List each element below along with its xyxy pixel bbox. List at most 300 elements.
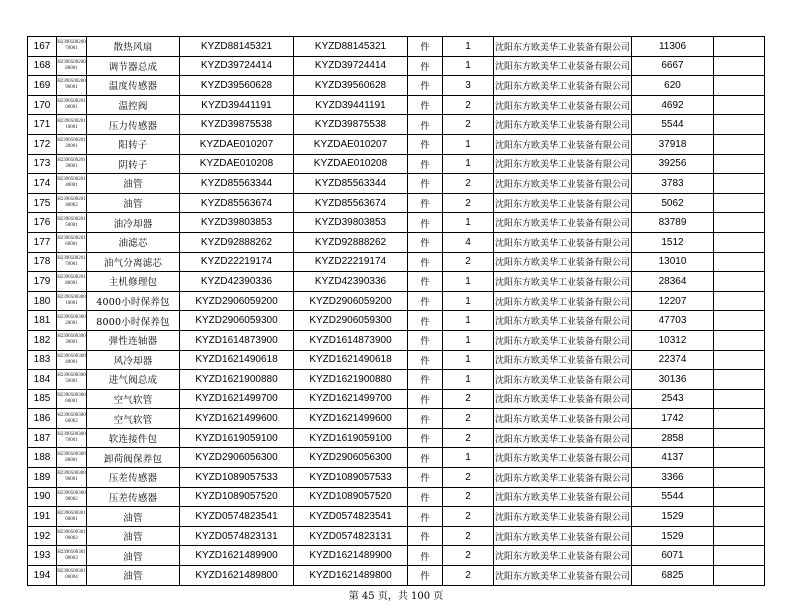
quantity-cell: 1 [443,37,494,57]
unit-cell: 件 [408,566,443,586]
specification-cell: KYZD39724414 [294,56,408,76]
row-number-cell: 188 [28,448,57,468]
part-name-cell: 风冷却器 [87,350,180,370]
unit-cell: 件 [408,252,443,272]
part-number-cell: KYZD39724414 [180,56,294,76]
unit-cell: 件 [408,37,443,57]
price-cell: 30136 [632,370,714,390]
row-number-cell: 178 [28,252,57,272]
price-cell: 39256 [632,154,714,174]
part-name-cell: 阳转子 [87,134,180,154]
specification-cell: KYZD0574823541 [294,507,408,527]
supplier-cell: 沈阳东方欧美华工业装备有限公司 [494,311,632,331]
remark-cell [714,56,765,76]
specification-cell: KYZD1621489800 [294,566,408,586]
row-number-cell: 179 [28,272,57,292]
supplier-cell: 沈阳东方欧美华工业装备有限公司 [494,134,632,154]
remark-cell [714,389,765,409]
part-number-cell: KYZD1621900880 [180,370,294,390]
row-number-cell: 192 [28,526,57,546]
price-cell: 28364 [632,272,714,292]
row-number-cell: 181 [28,311,57,331]
part-number-cell: KYZD1621489900 [180,546,294,566]
unit-cell: 件 [408,468,443,488]
row-number-cell: 167 [28,37,57,57]
part-number-cell: KYZD1089057520 [180,487,294,507]
remark-cell [714,37,765,57]
quantity-cell: 1 [443,330,494,350]
remark-cell [714,428,765,448]
quantity-cell: 2 [443,174,494,194]
price-cell: 6825 [632,566,714,586]
specification-cell: KYZD22219174 [294,252,408,272]
remark-cell [714,193,765,213]
serial-code-cell: H239050030050001 [57,370,87,390]
serial-code-cell: H239050020130001 [57,154,87,174]
quantity-cell: 1 [443,311,494,331]
remark-cell [714,566,765,586]
unit-cell: 件 [408,154,443,174]
serial-code-cell: H239050030040001 [57,350,87,370]
remark-cell [714,468,765,488]
specification-cell: KYZD92888262 [294,232,408,252]
row-number-cell: 169 [28,76,57,96]
part-number-cell: KYZD39560628 [180,76,294,96]
unit-cell: 件 [408,389,443,409]
part-name-cell: 进气阀总成 [87,370,180,390]
serial-code-cell: H239050020110001 [57,115,87,135]
price-cell: 6071 [632,546,714,566]
remark-cell [714,448,765,468]
supplier-cell: 沈阳东方欧美华工业装备有限公司 [494,76,632,96]
quantity-cell: 1 [443,56,494,76]
table-row [28,370,765,390]
parts-price-table [27,36,765,586]
specification-cell: KYZD39803853 [294,213,408,233]
supplier-cell: 沈阳东方欧美华工业装备有限公司 [494,252,632,272]
quantity-cell: 2 [443,566,494,586]
specification-cell: KYZD1621489900 [294,546,408,566]
serial-code-cell: H239050020150001 [57,213,87,233]
table-row [28,232,765,252]
quantity-cell: 2 [443,526,494,546]
unit-cell: 件 [408,193,443,213]
price-cell: 5544 [632,115,714,135]
price-cell: 3366 [632,468,714,488]
remark-cell [714,350,765,370]
unit-cell: 件 [408,232,443,252]
row-number-cell: 190 [28,487,57,507]
quantity-cell: 2 [443,115,494,135]
part-name-cell: 油管 [87,174,180,194]
supplier-cell: 沈阳东方欧美华工业装备有限公司 [494,526,632,546]
serial-code-cell: H239050030060001 [57,389,87,409]
serial-code-cell: H239050020100001 [57,95,87,115]
quantity-cell: 1 [443,291,494,311]
table-row [28,389,765,409]
remark-cell [714,487,765,507]
serial-code-cell: H239050030020001 [57,311,87,331]
quantity-cell: 2 [443,507,494,527]
price-cell: 22374 [632,350,714,370]
quantity-cell: 1 [443,448,494,468]
specification-cell: KYZD1621499600 [294,409,408,429]
row-number-cell: 193 [28,546,57,566]
part-number-cell: KYZD85563344 [180,174,294,194]
supplier-cell: 沈阳东方欧美华工业装备有限公司 [494,409,632,429]
specification-cell: KYZDAE010207 [294,134,408,154]
part-number-cell: KYZD22219174 [180,252,294,272]
unit-cell: 件 [408,330,443,350]
supplier-cell: 沈阳东方欧美华工业装备有限公司 [494,350,632,370]
part-name-cell: 压差传感器 [87,487,180,507]
unit-cell: 件 [408,428,443,448]
row-number-cell: 183 [28,350,57,370]
part-number-cell: KYZD1621499600 [180,409,294,429]
row-number-cell: 177 [28,232,57,252]
row-number-cell: 173 [28,154,57,174]
remark-cell [714,370,765,390]
table-row [28,76,765,96]
part-name-cell: 卸荷阀保养包 [87,448,180,468]
part-name-cell: 空气软管 [87,389,180,409]
serial-code-cell: H239050020080001 [57,56,87,76]
price-cell: 1529 [632,507,714,527]
table-row [28,487,765,507]
unit-cell: 件 [408,213,443,233]
table-row [28,546,765,566]
part-number-cell: KYZD39803853 [180,213,294,233]
unit-cell: 件 [408,76,443,96]
unit-cell: 件 [408,95,443,115]
unit-cell: 件 [408,526,443,546]
price-cell: 1742 [632,409,714,429]
part-name-cell: 油管 [87,526,180,546]
table-row [28,213,765,233]
specification-cell: KYZD42390336 [294,272,408,292]
remark-cell [714,154,765,174]
row-number-cell: 191 [28,507,57,527]
price-cell: 12207 [632,291,714,311]
part-name-cell: 油管 [87,566,180,586]
part-name-cell: 温度传感器 [87,76,180,96]
remark-cell [714,115,765,135]
table-row [28,468,765,488]
price-cell: 1529 [632,526,714,546]
part-name-cell: 油冷却器 [87,213,180,233]
row-number-cell: 184 [28,370,57,390]
remark-cell [714,252,765,272]
part-name-cell: 调节器总成 [87,56,180,76]
part-name-cell: 弹性连轴器 [87,330,180,350]
serial-code-cell: H239050030100003 [57,546,87,566]
supplier-cell: 沈阳东方欧美华工业装备有限公司 [494,468,632,488]
part-number-cell: KYZD39441191 [180,95,294,115]
table-row [28,37,765,57]
serial-code-cell: H239050020170001 [57,252,87,272]
part-name-cell: 4000小时保养包 [87,291,180,311]
part-name-cell: 油滤芯 [87,232,180,252]
part-number-cell: KYZD1089057533 [180,468,294,488]
part-name-cell: 软连接件包 [87,428,180,448]
table-row [28,291,765,311]
unit-cell: 件 [408,174,443,194]
quantity-cell: 2 [443,409,494,429]
price-cell: 5544 [632,487,714,507]
part-number-cell: KYZD1621499700 [180,389,294,409]
table-row [28,174,765,194]
quantity-cell: 3 [443,76,494,96]
price-cell: 11306 [632,37,714,57]
unit-cell: 件 [408,409,443,429]
remark-cell [714,507,765,527]
supplier-cell: 沈阳东方欧美华工业装备有限公司 [494,330,632,350]
table-row [28,350,765,370]
quantity-cell: 1 [443,350,494,370]
quantity-cell: 2 [443,468,494,488]
specification-cell: KYZD1089057533 [294,468,408,488]
specification-cell: KYZD2906059200 [294,291,408,311]
quantity-cell: 2 [443,95,494,115]
quantity-cell: 2 [443,487,494,507]
unit-cell: 件 [408,370,443,390]
part-name-cell: 阴转子 [87,154,180,174]
table-row [28,428,765,448]
remark-cell [714,174,765,194]
serial-code-cell: H239050030060002 [57,409,87,429]
part-number-cell: KYZD88145321 [180,37,294,57]
price-cell: 4137 [632,448,714,468]
serial-code-cell: H239050030030001 [57,330,87,350]
part-name-cell: 8000小时保养包 [87,311,180,331]
supplier-cell: 沈阳东方欧美华工业装备有限公司 [494,56,632,76]
row-number-cell: 174 [28,174,57,194]
unit-cell: 件 [408,56,443,76]
part-number-cell: KYZD85563674 [180,193,294,213]
remark-cell [714,272,765,292]
part-name-cell: 散热风扇 [87,37,180,57]
supplier-cell: 沈阳东方欧美华工业装备有限公司 [494,370,632,390]
part-name-cell: 空气软管 [87,409,180,429]
part-name-cell: 油管 [87,193,180,213]
serial-code-cell: H239050030100002 [57,526,87,546]
table-row [28,272,765,292]
remark-cell [714,291,765,311]
remark-cell [714,526,765,546]
serial-code-cell: H239050020140001 [57,174,87,194]
price-cell: 2858 [632,428,714,448]
serial-code-cell: H239050030070001 [57,428,87,448]
part-name-cell: 压力传感器 [87,115,180,135]
remark-cell [714,330,765,350]
quantity-cell: 1 [443,134,494,154]
supplier-cell: 沈阳东方欧美华工业装备有限公司 [494,507,632,527]
row-number-cell: 176 [28,213,57,233]
quantity-cell: 2 [443,428,494,448]
serial-code-cell: H239050020070001 [57,37,87,57]
unit-cell: 件 [408,291,443,311]
page-number-footer: 第 45 页，共 100 页 [348,591,444,602]
serial-code-cell: H239050020180001 [57,272,87,292]
remark-cell [714,311,765,331]
quantity-cell: 1 [443,154,494,174]
row-number-cell: 171 [28,115,57,135]
row-number-cell: 187 [28,428,57,448]
serial-code-cell: H239050030010001 [57,291,87,311]
serial-code-cell: H239050030100004 [57,566,87,586]
quantity-cell: 1 [443,213,494,233]
serial-code-cell: H239050030100001 [57,507,87,527]
supplier-cell: 沈阳东方欧美华工业装备有限公司 [494,37,632,57]
table-row [28,134,765,154]
unit-cell: 件 [408,546,443,566]
remark-cell [714,134,765,154]
part-number-cell: KYZD2906056300 [180,448,294,468]
supplier-cell: 沈阳东方欧美华工业装备有限公司 [494,272,632,292]
quantity-cell: 2 [443,193,494,213]
row-number-cell: 180 [28,291,57,311]
table-row [28,526,765,546]
row-number-cell: 189 [28,468,57,488]
table-row [28,95,765,115]
supplier-cell: 沈阳东方欧美华工业装备有限公司 [494,546,632,566]
specification-cell: KYZD1089057520 [294,487,408,507]
part-number-cell: KYZD92888262 [180,232,294,252]
remark-cell [714,232,765,252]
price-cell: 13010 [632,252,714,272]
price-cell: 620 [632,76,714,96]
part-number-cell: KYZD1614873900 [180,330,294,350]
price-cell: 1512 [632,232,714,252]
remark-cell [714,95,765,115]
price-cell: 6667 [632,56,714,76]
remark-cell [714,76,765,96]
supplier-cell: 沈阳东方欧美华工业装备有限公司 [494,487,632,507]
specification-cell: KYZD88145321 [294,37,408,57]
specification-cell: KYZD39875538 [294,115,408,135]
unit-cell: 件 [408,487,443,507]
supplier-cell: 沈阳东方欧美华工业装备有限公司 [494,193,632,213]
serial-code-cell: H239050020120001 [57,134,87,154]
specification-cell: KYZD2906059300 [294,311,408,331]
specification-cell: KYZD39441191 [294,95,408,115]
unit-cell: 件 [408,507,443,527]
remark-cell [714,546,765,566]
supplier-cell: 沈阳东方欧美华工业装备有限公司 [494,291,632,311]
part-name-cell: 主机修理包 [87,272,180,292]
specification-cell: KYZD1619059100 [294,428,408,448]
remark-cell [714,409,765,429]
price-cell: 3783 [632,174,714,194]
serial-code-cell: H239050030080001 [57,448,87,468]
supplier-cell: 沈阳东方欧美华工业装备有限公司 [494,232,632,252]
part-number-cell: KYZD2906059200 [180,291,294,311]
part-name-cell: 油管 [87,546,180,566]
row-number-cell: 170 [28,95,57,115]
specification-cell: KYZD1621499700 [294,389,408,409]
part-number-cell: KYZD1621490618 [180,350,294,370]
supplier-cell: 沈阳东方欧美华工业装备有限公司 [494,566,632,586]
part-name-cell: 压差传感器 [87,468,180,488]
unit-cell: 件 [408,350,443,370]
quantity-cell: 2 [443,252,494,272]
table-row [28,252,765,272]
supplier-cell: 沈阳东方欧美华工业装备有限公司 [494,428,632,448]
specification-cell: KYZD85563344 [294,174,408,194]
part-number-cell: KYZD0574823131 [180,526,294,546]
quantity-cell: 4 [443,232,494,252]
supplier-cell: 沈阳东方欧美华工业装备有限公司 [494,213,632,233]
serial-code-cell: H239050020140002 [57,193,87,213]
specification-cell: KYZD1614873900 [294,330,408,350]
serial-code-cell: H239050030090002 [57,487,87,507]
serial-code-cell: H239050020160001 [57,232,87,252]
part-number-cell: KYZD1619059100 [180,428,294,448]
price-cell: 10312 [632,330,714,350]
quantity-cell: 2 [443,389,494,409]
supplier-cell: 沈阳东方欧美华工业装备有限公司 [494,448,632,468]
part-number-cell: KYZD0574823541 [180,507,294,527]
specification-cell: KYZDAE010208 [294,154,408,174]
table-row [28,311,765,331]
quantity-cell: 2 [443,546,494,566]
part-name-cell: 温控阀 [87,95,180,115]
unit-cell: 件 [408,311,443,331]
supplier-cell: 沈阳东方欧美华工业装备有限公司 [494,389,632,409]
supplier-cell: 沈阳东方欧美华工业装备有限公司 [494,115,632,135]
unit-cell: 件 [408,134,443,154]
table-row [28,115,765,135]
table-row [28,566,765,586]
supplier-cell: 沈阳东方欧美华工业装备有限公司 [494,95,632,115]
price-cell: 83789 [632,213,714,233]
specification-cell: KYZD1621900880 [294,370,408,390]
table-row [28,448,765,468]
part-number-cell: KYZD1621489800 [180,566,294,586]
serial-code-cell: H239050030090001 [57,468,87,488]
part-number-cell: KYZDAE010207 [180,134,294,154]
part-name-cell: 油气分离滤芯 [87,252,180,272]
price-cell: 2543 [632,389,714,409]
unit-cell: 件 [408,272,443,292]
row-number-cell: 175 [28,193,57,213]
serial-code-cell: H239050020090001 [57,76,87,96]
part-number-cell: KYZDAE010208 [180,154,294,174]
price-cell: 47703 [632,311,714,331]
quantity-cell: 1 [443,272,494,292]
row-number-cell: 194 [28,566,57,586]
supplier-cell: 沈阳东方欧美华工业装备有限公司 [494,154,632,174]
table-row [28,330,765,350]
table-row [28,507,765,527]
supplier-cell: 沈阳东方欧美华工业装备有限公司 [494,174,632,194]
table-row [28,56,765,76]
row-number-cell: 182 [28,330,57,350]
table-row [28,409,765,429]
part-name-cell: 油管 [87,507,180,527]
row-number-cell: 186 [28,409,57,429]
specification-cell: KYZD39560628 [294,76,408,96]
specification-cell: KYZD0574823131 [294,526,408,546]
row-number-cell: 172 [28,134,57,154]
part-number-cell: KYZD42390336 [180,272,294,292]
table-row [28,193,765,213]
row-number-cell: 168 [28,56,57,76]
unit-cell: 件 [408,115,443,135]
specification-cell: KYZD85563674 [294,193,408,213]
table-row [28,154,765,174]
part-number-cell: KYZD39875538 [180,115,294,135]
